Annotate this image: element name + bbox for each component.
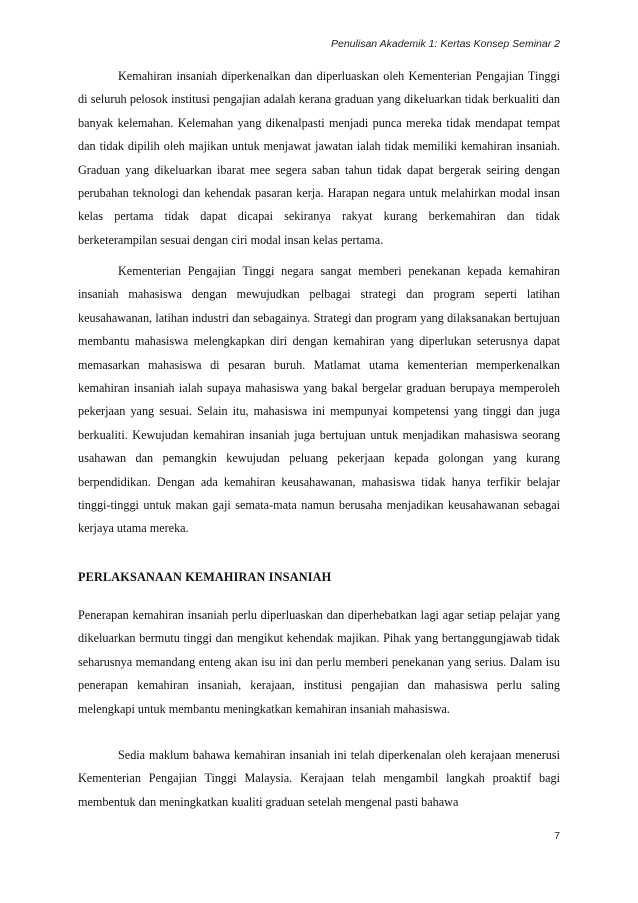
paragraph-4: Sedia maklum bahawa kemahiran insaniah ini telah diperkenalan oleh kerajaan menerusi Kementerian Pengajian Tinggi Malaysia. Kerajaan telah mengambil langkah proaktif bagi membentuk dan meningkatkan kualiti graduan setelah mengenal pasti bahawa bbox=[78, 748, 560, 809]
intro-section bbox=[78, 65, 560, 252]
paragraph-1: Kemahiran insaniah diperkenalkan dan diperluaskan oleh Kementerian Pengajian Tinggi di seluruh pelosok institusi pengajian adalah kerana graduan yang dikeluarkan tidak berkualiti dan banyak kelemahan. Kelemahan yang dikenalpasti menjadi punca mereka tidak mendapat tempat dan tidak dipilih oleh majikan untuk menjawat jawatan ialah tidak memiliki kemahiran insaniah. Graduan yang dikeluarkan ibarat mee segera saban tahun tidak dapat bergerak seiring dengan perubahan teknologi dan kehendak pasaran kerja. Harapan negara untuk melahirkan modal insan kelas pertama tidak dapat dicapai sekiranya rakyat kurang berkemahiran dan tidak berketerampilan sesuai dengan ciri modal insan kelas pertama. bbox=[78, 69, 560, 247]
running-header: Penulisan Akademik 1: Kertas Konsep Seminar 2 bbox=[331, 38, 560, 50]
section-body bbox=[78, 604, 560, 721]
section-body-2 bbox=[78, 744, 560, 814]
intro-section-2 bbox=[78, 260, 560, 541]
page-number: 7 bbox=[554, 830, 560, 842]
section-heading: PERLAKSANAAN KEMAHIRAN INSANIAH bbox=[78, 570, 332, 584]
section-heading-block bbox=[78, 566, 560, 589]
paragraph-2: Kementerian Pengajian Tinggi negara sangat memberi penekanan kepada kemahiran insaniah mahasiswa dengan mewujudkan pelbagai strategi dan program seperti latihan keusahawanan, latihan industri dan sebagainya. Strategi dan program yang dilaksanakan bertujuan membantu mahasiswa melengkapkan diri dengan kemahiran yang diperlukan seterusnya dapat memasarkan mahasiswa di pesaran buruh. Matlamat utama kementerian memperkenalkan kemahiran insaniah ialah supaya mahasiswa yang bakal bergelar graduan berupaya memperoleh pekerjaan yang sesuai. Selain itu, mahasiswa ini mempunyai kompetensi yang tinggi dan juga berkualiti. Kewujudan kemahiran insaniah juga bertujuan untuk menjadikan mahasiswa seorang usahawan dan pemangkin kewujudan peluang pekerjaan kepada golongan yang kurang berpendidikan. Dengan ada kemahiran keusahawanan, mahasiswa tidak hanya terfikir belajar tinggi-tinggi untuk makan gaji semata-mata namun berusaha menjadikan keusahawanan sebagai kerjaya utama mereka. bbox=[78, 264, 560, 536]
paragraph-3: Penerapan kemahiran insaniah perlu diperluaskan dan diperhebatkan lagi agar setiap pelajar yang dikeluarkan bermutu tinggi dan mengikut kehendak majikan. Pihak yang bertanggungjawab tidak seharusnya memandang enteng akan isu ini dan perlu memberi penekanan yang serius. Dalam isu penerapan kemahiran insaniah, kerajaan, institusi pengajian dan mahasiswa perlu saling melengkapi untuk membantu meningkatkan kemahiran insaniah mahasiswa. bbox=[78, 608, 560, 716]
